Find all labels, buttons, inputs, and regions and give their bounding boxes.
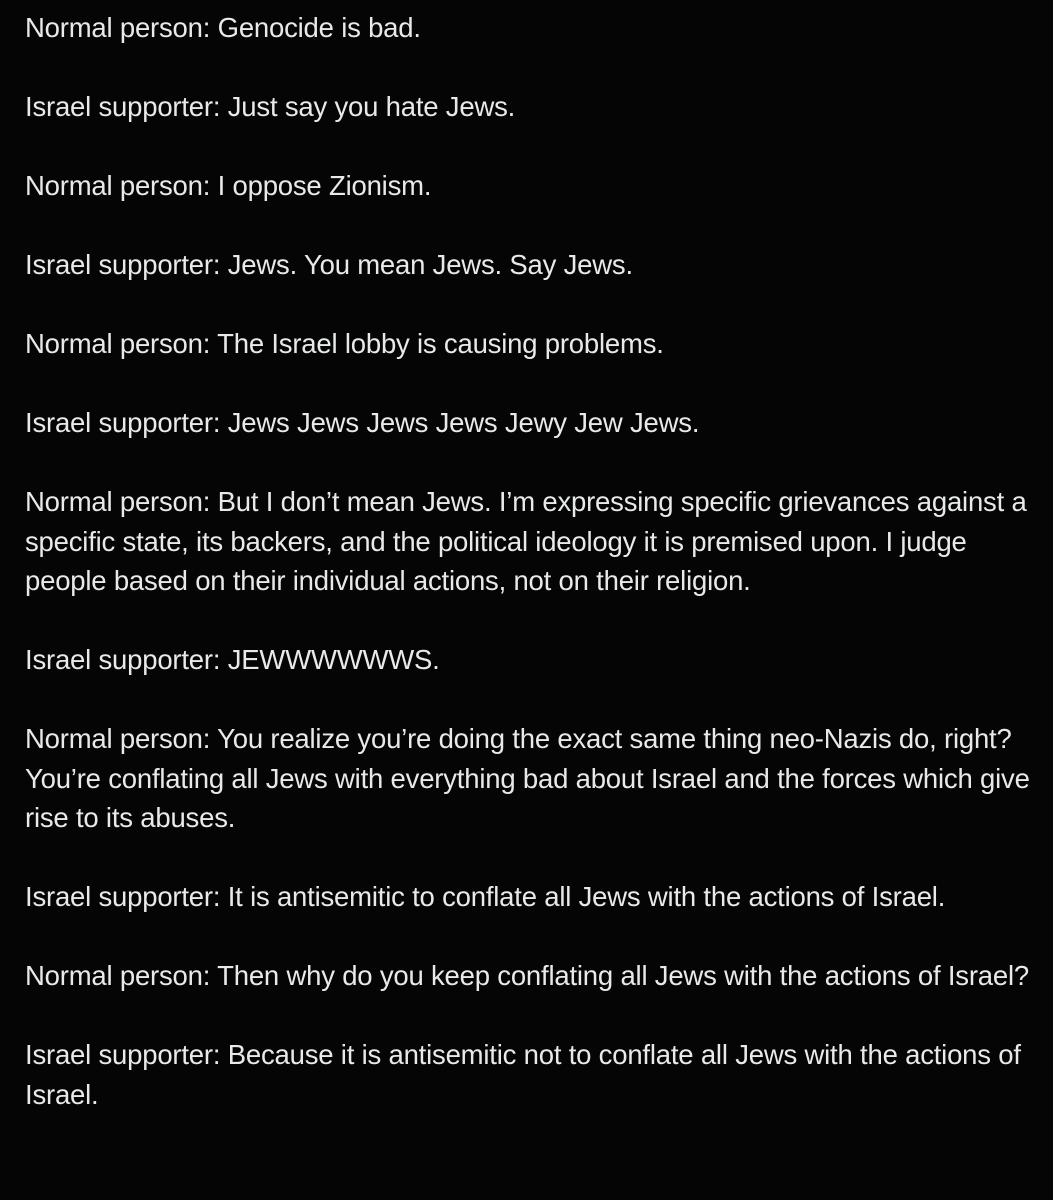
dialogue-line-normal-person-2: Normal person: I oppose Zionism.: [25, 170, 432, 201]
dialogue-line-israel-supporter-4: Israel supporter: JEWWWWWWS.: [25, 644, 440, 675]
dialogue-line-israel-supporter-6: Israel supporter: Because it is antisemitic not to conflate all Jews with the actions of Israel.: [25, 1039, 1021, 1110]
dialogue-line-israel-supporter-2: Israel supporter: Jews. You mean Jews. Say Jews.: [25, 249, 633, 280]
dialogue-line-normal-person-1: Normal person: Genocide is bad.: [25, 12, 421, 43]
dialogue-line-israel-supporter-1: Israel supporter: Just say you hate Jews.: [25, 91, 516, 122]
dialogue-line-normal-person-5: Normal person: You realize you’re doing the exact same thing neo-Nazis do, right? You’re conflating all Jews with everything bad about Israel and the forces which give rise to its abuses.: [25, 723, 1030, 833]
dialogue-line-normal-person-6: Normal person: Then why do you keep conflating all Jews with the actions of Israel?: [25, 960, 1029, 991]
post-text-body: [25, 8, 1049, 1114]
dialogue-line-israel-supporter-5: Israel supporter: It is antisemitic to conflate all Jews with the actions of Israel.: [25, 881, 946, 912]
dialogue-line-normal-person-3: Normal person: The Israel lobby is causing problems.: [25, 328, 664, 359]
dialogue-line-normal-person-4: Normal person: But I don’t mean Jews. I’m expressing specific grievances against a specific state, its backers, and the political ideology it is premised upon. I judge people based on their individual actions, not on their religion.: [25, 486, 1027, 596]
dialogue-line-israel-supporter-3: Israel supporter: Jews Jews Jews Jews Jewy Jew Jews.: [25, 407, 700, 438]
